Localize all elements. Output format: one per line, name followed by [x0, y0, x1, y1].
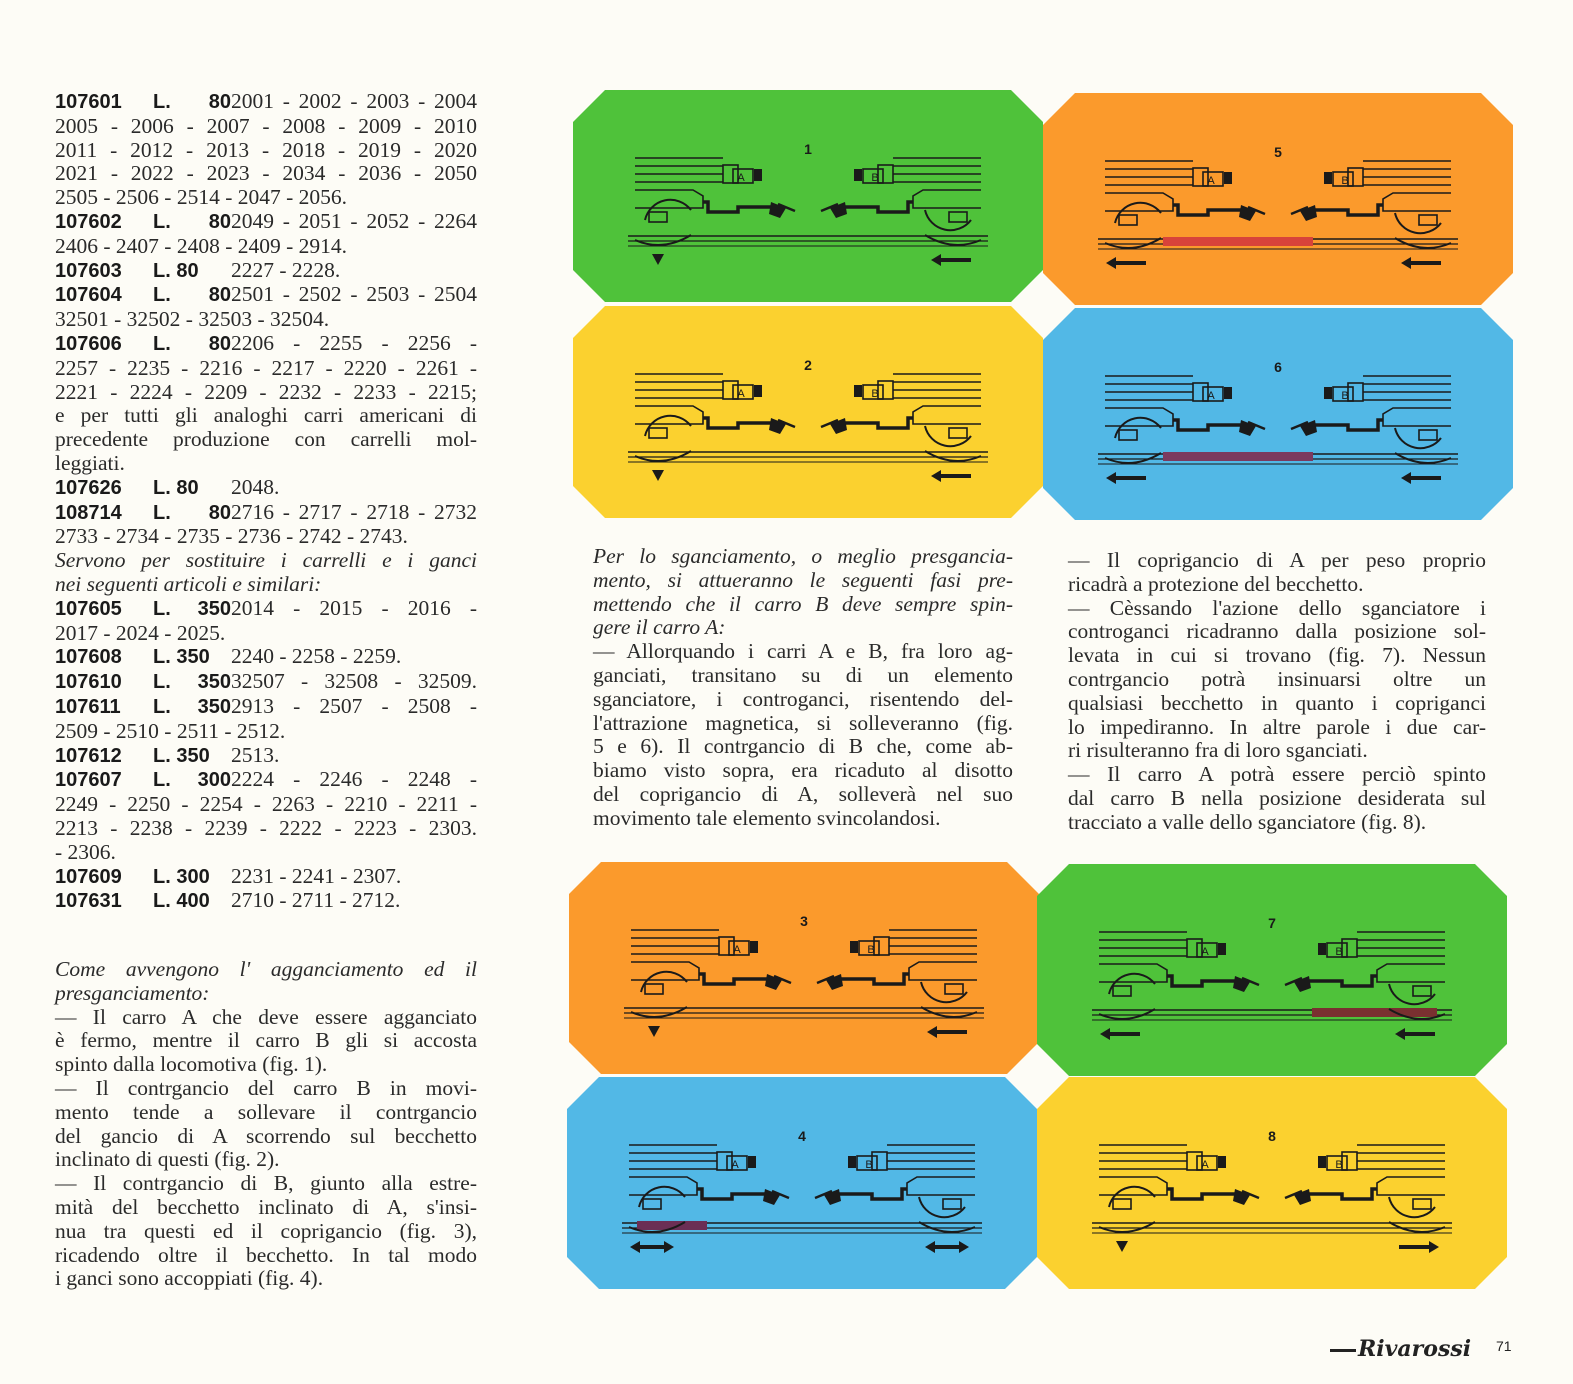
item-price: L. 80 — [153, 210, 231, 233]
figure-3 — [569, 862, 1039, 1074]
item-price: L. 80 — [153, 284, 231, 307]
line-text: 2221 - 2224 - 2209 - 2232 - 2233 - 2215; — [55, 379, 477, 404]
text-line — [55, 720, 477, 744]
text-line — [1068, 811, 1486, 835]
line-text: 2249 - 2250 - 2254 - 2263 - 2210 - 2211 - — [55, 792, 477, 817]
coupling-diagram — [569, 862, 1039, 1074]
item-code: 107609 — [55, 865, 122, 888]
line-text: — Allorquando i carri A e B, fra loro ag- — [593, 639, 1013, 664]
item-code: 107631 — [55, 890, 122, 913]
figure-6 — [1043, 308, 1513, 520]
coupling-section — [55, 958, 477, 1291]
line-text: 2231 - 2241 - 2307. — [231, 863, 402, 888]
label-b: B — [865, 1159, 873, 1171]
item-price: L. 400 — [153, 890, 210, 913]
text-line — [55, 404, 477, 428]
line-text: leggiati. — [55, 450, 125, 475]
panel-background — [1037, 864, 1507, 1076]
catalog-entry — [55, 865, 477, 890]
figure-number: 7 — [1268, 915, 1276, 931]
text-line — [593, 569, 1013, 593]
text-line — [55, 1029, 477, 1053]
text-line — [593, 688, 1013, 712]
catalog-entry — [55, 90, 477, 115]
text-line — [55, 982, 477, 1006]
line-text: 2501 - 2502 - 2503 - 2504 — [231, 282, 477, 307]
line-text: 2710 - 2711 - 2712. — [231, 888, 401, 913]
text-line — [1068, 644, 1486, 668]
item-code: 108714 — [55, 501, 122, 524]
catalog-entry — [55, 476, 477, 501]
line-text: 2011 - 2012 - 2013 - 2018 - 2019 - 2020 — [55, 137, 477, 162]
line-text: ricadrà a protezione del becchetto. — [1068, 571, 1364, 596]
line-text: 2005 - 2006 - 2007 - 2008 - 2009 - 2010 — [55, 113, 477, 138]
catalog-entry — [55, 768, 477, 793]
line-text: — Il contrgancio del carro B in movi- — [55, 1076, 477, 1101]
line-text: 2257 - 2235 - 2216 - 2217 - 2220 - 2261 - — [55, 355, 477, 380]
line-text: — Il carro A potrà essere perciò spinto — [1068, 762, 1486, 787]
text-line — [1068, 763, 1486, 787]
brand-logo — [1330, 1336, 1471, 1362]
line-text: ricadendo oltre il becchetto. In tal modo — [55, 1242, 477, 1267]
text-line — [1068, 597, 1486, 621]
line-text: ri risulteranno fra di loro sganciati. — [1068, 738, 1368, 763]
line-text: ganciati, transitano su di un elemento — [593, 662, 1013, 687]
text-line — [593, 807, 1013, 831]
catalog-entry — [55, 744, 477, 769]
text-line — [55, 1220, 477, 1244]
label-a: A — [737, 172, 745, 184]
line-text: 2001 - 2002 - 2003 - 2004 — [231, 89, 477, 113]
figure-7 — [1037, 864, 1507, 1076]
text-line — [55, 573, 477, 597]
text-line — [1068, 549, 1486, 573]
figure-number: 4 — [798, 1128, 806, 1144]
text-line — [593, 735, 1013, 759]
text-line — [1068, 668, 1486, 692]
coupling-diagram — [573, 90, 1043, 302]
line-text: dal carro B nella posizione desiderata sul — [1068, 785, 1486, 810]
line-text: 2513. — [231, 742, 280, 767]
line-text: 2048. — [231, 474, 280, 499]
brand-name: Rivarossi — [1358, 1336, 1472, 1362]
text-line — [55, 549, 477, 573]
text-line — [55, 186, 477, 210]
text-line — [593, 593, 1013, 617]
line-text: mento, si attueranno le seguenti fasi pre- — [593, 567, 1013, 592]
left-column — [55, 90, 477, 1291]
text-line — [55, 622, 477, 646]
line-text: 2913 - 2507 - 2508 - — [231, 693, 477, 718]
panel-background — [1043, 308, 1513, 520]
label-a: A — [1201, 1159, 1209, 1171]
label-a: A — [1207, 390, 1215, 402]
item-code: 107611 — [55, 695, 121, 718]
text-line — [55, 1244, 477, 1268]
text-line — [55, 1172, 477, 1196]
figure-number: 5 — [1274, 144, 1282, 160]
label-b: B — [1335, 1159, 1343, 1171]
catalog-entry — [55, 210, 477, 235]
text-line — [55, 841, 477, 865]
item-price: L. 350 — [153, 671, 231, 694]
item-code: 107603 — [55, 259, 122, 282]
text-line — [55, 357, 477, 381]
item-code: 107612 — [55, 744, 122, 767]
text-line — [1068, 573, 1486, 597]
line-text: sganciatore, i controganci, risentendo del- — [593, 686, 1013, 711]
coupling-diagram — [573, 306, 1043, 518]
item-code: 107610 — [55, 671, 122, 694]
uncoupler-bar — [1163, 452, 1313, 461]
text-line — [55, 381, 477, 405]
figure-8 — [1037, 1077, 1507, 1289]
uncoupler-bar — [1163, 237, 1313, 246]
coupling-diagram — [567, 1077, 1037, 1289]
uncoupler-bar — [1312, 1008, 1437, 1017]
line-text: 2406 - 2407 - 2408 - 2409 - 2914. — [55, 233, 348, 258]
line-text: 2206 - 2255 - 2256 - — [231, 330, 477, 355]
item-price: L. 80 — [153, 332, 231, 355]
text-line — [593, 545, 1013, 569]
panel-background — [573, 90, 1043, 302]
line-text: levata in cui si trovano (fig. 7). Nessun — [1068, 643, 1486, 668]
line-text: — Il coprigancio di A per peso proprio — [1068, 548, 1486, 572]
figure-5 — [1043, 93, 1513, 305]
item-code: 107604 — [55, 284, 122, 307]
label-b: B — [1341, 175, 1349, 187]
line-text: qualsiasi becchetto in quanto i copriganci — [1068, 690, 1486, 715]
text-line — [593, 640, 1013, 664]
item-code: 107626 — [55, 476, 122, 499]
label-b: B — [871, 172, 879, 184]
line-text: spinto dalla locomotiva (fig. 1). — [55, 1052, 328, 1077]
line-text: inclinato di questi (fig. 2). — [55, 1147, 280, 1172]
item-price: L. 300 — [153, 769, 231, 792]
line-text: nua tra questi ed il coprigancio (fig. 3), — [55, 1218, 477, 1243]
line-text: è fermo, mentre il carro B gli si accosta — [55, 1028, 477, 1053]
item-code: 107608 — [55, 646, 122, 669]
text-line — [1068, 716, 1486, 740]
item-price: L. 80 — [153, 476, 199, 499]
line-text: 2049 - 2051 - 2052 - 2264 — [231, 208, 477, 233]
text-line — [593, 616, 1013, 640]
label-b: B — [867, 944, 875, 956]
text-line — [55, 139, 477, 163]
item-price: L. 80 — [153, 91, 231, 113]
text-line — [55, 1125, 477, 1149]
panel-background — [1043, 93, 1513, 305]
line-text: presganciamento: — [55, 980, 210, 1005]
item-price: L. 80 — [153, 259, 199, 282]
text-line — [593, 759, 1013, 783]
coupling-diagram — [1037, 1077, 1507, 1289]
line-text: 2224 - 2246 - 2248 - — [231, 767, 477, 792]
catalog-entry — [55, 283, 477, 308]
figure-number: 2 — [804, 357, 812, 373]
line-text: 2014 - 2015 - 2016 - — [231, 595, 477, 620]
line-text: 2213 - 2238 - 2239 - 2222 - 2223 - 2303. — [55, 815, 477, 840]
coupling-diagram — [1037, 864, 1507, 1076]
text-line — [55, 1148, 477, 1172]
line-text: 2240 - 2258 - 2259. — [231, 644, 402, 669]
text-line — [55, 115, 477, 139]
line-text: 2716 - 2717 - 2718 - 2732 — [231, 499, 477, 524]
line-text: movimento tale elemento svincolandosi. — [593, 805, 941, 830]
line-text: e per tutti gli analoghi carri americani di — [55, 403, 477, 428]
label-a: A — [737, 388, 745, 400]
item-price: L. 80 — [153, 501, 231, 524]
line-text: 2227 - 2228. — [231, 257, 341, 282]
coupling-diagram — [1043, 308, 1513, 520]
figure-number: 8 — [1268, 1128, 1276, 1144]
catalog-entry — [55, 332, 477, 357]
figure-number: 6 — [1274, 359, 1282, 375]
line-text: 32501 - 32502 - 32503 - 32504. — [55, 307, 330, 332]
uncoupling-section — [593, 545, 1013, 831]
panel-background — [1037, 1077, 1507, 1289]
item-code: 107607 — [55, 769, 122, 792]
figure-1 — [573, 90, 1043, 302]
catalog-entry — [55, 889, 477, 914]
page-number: 71 — [1496, 1338, 1512, 1354]
item-price: L. 300 — [153, 865, 210, 888]
line-text: mità del becchetto inclinato di A, s'insi- — [55, 1195, 477, 1220]
item-price: L. 350 — [153, 744, 210, 767]
line-text: del gancio di A scorrendo sul becchetto — [55, 1123, 477, 1148]
coupling-diagram — [1043, 93, 1513, 305]
catalog-entry — [55, 645, 477, 670]
line-text: 2505 - 2506 - 2514 - 2047 - 2056. — [55, 185, 348, 210]
line-text: precedente produzione con carrelli mol- — [55, 427, 477, 452]
label-a: A — [1207, 175, 1215, 187]
panel-background — [569, 862, 1039, 1074]
line-text: Come avvengono l' agganciamento ed il — [55, 957, 477, 982]
figure-4 — [567, 1077, 1037, 1289]
line-text: l'attrazione magnetica, si solleveranno (fig. — [593, 710, 1013, 735]
line-text: — Cèssando l'azione dello sganciatore i — [1068, 595, 1486, 620]
item-code: 107601 — [55, 91, 122, 113]
text-line — [1068, 787, 1486, 811]
text-line — [55, 958, 477, 982]
figure-number: 1 — [804, 141, 812, 157]
text-line — [1068, 739, 1486, 763]
text-line — [55, 162, 477, 186]
panel-background — [567, 1077, 1037, 1289]
line-text: 2017 - 2024 - 2025. — [55, 620, 226, 645]
text-line — [1068, 620, 1486, 644]
text-line — [1068, 692, 1486, 716]
figure-2 — [573, 306, 1043, 518]
text-line — [55, 452, 477, 476]
catalog-entry — [55, 670, 477, 695]
text-line — [55, 428, 477, 452]
uncoupling-continued — [1068, 549, 1486, 835]
item-price: L. 350 — [153, 695, 231, 718]
label-b: B — [1341, 390, 1349, 402]
text-line — [55, 308, 477, 332]
item-code: 107602 — [55, 210, 122, 233]
line-text: 2509 - 2510 - 2511 - 2512. — [55, 718, 286, 743]
line-text: gere il carro A: — [593, 615, 726, 640]
text-line — [55, 1101, 477, 1125]
figure-number: 3 — [800, 913, 808, 929]
label-b: B — [1335, 946, 1343, 958]
line-text: 5 e 6). Il contrgancio di B che, come ab- — [593, 734, 1013, 759]
catalog-entry — [55, 695, 477, 720]
text-line — [55, 817, 477, 841]
line-text: i ganci sono accoppiati (fig. 4). — [55, 1266, 324, 1291]
text-line — [55, 1006, 477, 1030]
text-line — [55, 525, 477, 549]
text-line — [55, 793, 477, 817]
line-text: mettendo che il carro B deve sempre spin- — [593, 591, 1013, 616]
panel-background — [573, 306, 1043, 518]
line-text: lo impediranno. In altre parole i due car- — [1068, 714, 1486, 739]
text-line — [55, 1053, 477, 1077]
item-code: 107605 — [55, 597, 122, 620]
label-a: A — [1201, 946, 1209, 958]
label-a: A — [733, 944, 741, 956]
line-text: contrgancio potrà insinuarsi oltre un — [1068, 666, 1486, 691]
text-line — [55, 235, 477, 259]
parts-list — [55, 90, 477, 914]
line-text: del coprigancio di A, solleverà nel suo — [593, 781, 1013, 806]
line-text: 32507 - 32508 - 32509. — [231, 669, 477, 694]
text-line — [55, 1196, 477, 1220]
line-text: - 2306. — [55, 839, 116, 864]
catalog-entry — [55, 501, 477, 526]
item-price: L. 350 — [153, 646, 210, 669]
line-text: tracciato a valle dello sganciatore (fig. 8). — [1068, 809, 1427, 834]
line-text: Per lo sganciamento, o meglio presgancia- — [593, 544, 1013, 568]
label-a: A — [731, 1159, 739, 1171]
line-text: 2733 - 2734 - 2735 - 2736 - 2742 - 2743. — [55, 524, 408, 549]
item-code: 107606 — [55, 332, 122, 355]
text-line — [593, 783, 1013, 807]
line-text: Servono per sostituire i carrelli e i ganci — [55, 548, 477, 573]
line-text: nei seguenti articoli e similari: — [55, 571, 322, 596]
text-line — [593, 712, 1013, 736]
line-text: controganci ricadranno dalla posizione sol- — [1068, 619, 1486, 644]
text-line — [593, 664, 1013, 688]
line-text: mento tende a sollevare il contrgancio — [55, 1099, 477, 1124]
catalog-entry — [55, 259, 477, 284]
text-line — [55, 1077, 477, 1101]
line-text: 2021 - 2022 - 2023 - 2034 - 2036 - 2050 — [55, 161, 477, 186]
label-b: B — [871, 388, 879, 400]
line-text: — Il carro A che deve essere agganciato — [55, 1004, 477, 1029]
catalog-entry — [55, 597, 477, 622]
item-price: L. 350 — [153, 597, 231, 620]
line-text: — Il contrgancio di B, giunto alla estre- — [55, 1171, 477, 1196]
text-line — [55, 1267, 477, 1291]
line-text: biamo visto sopra, era ricaduto al disotto — [593, 758, 1013, 783]
